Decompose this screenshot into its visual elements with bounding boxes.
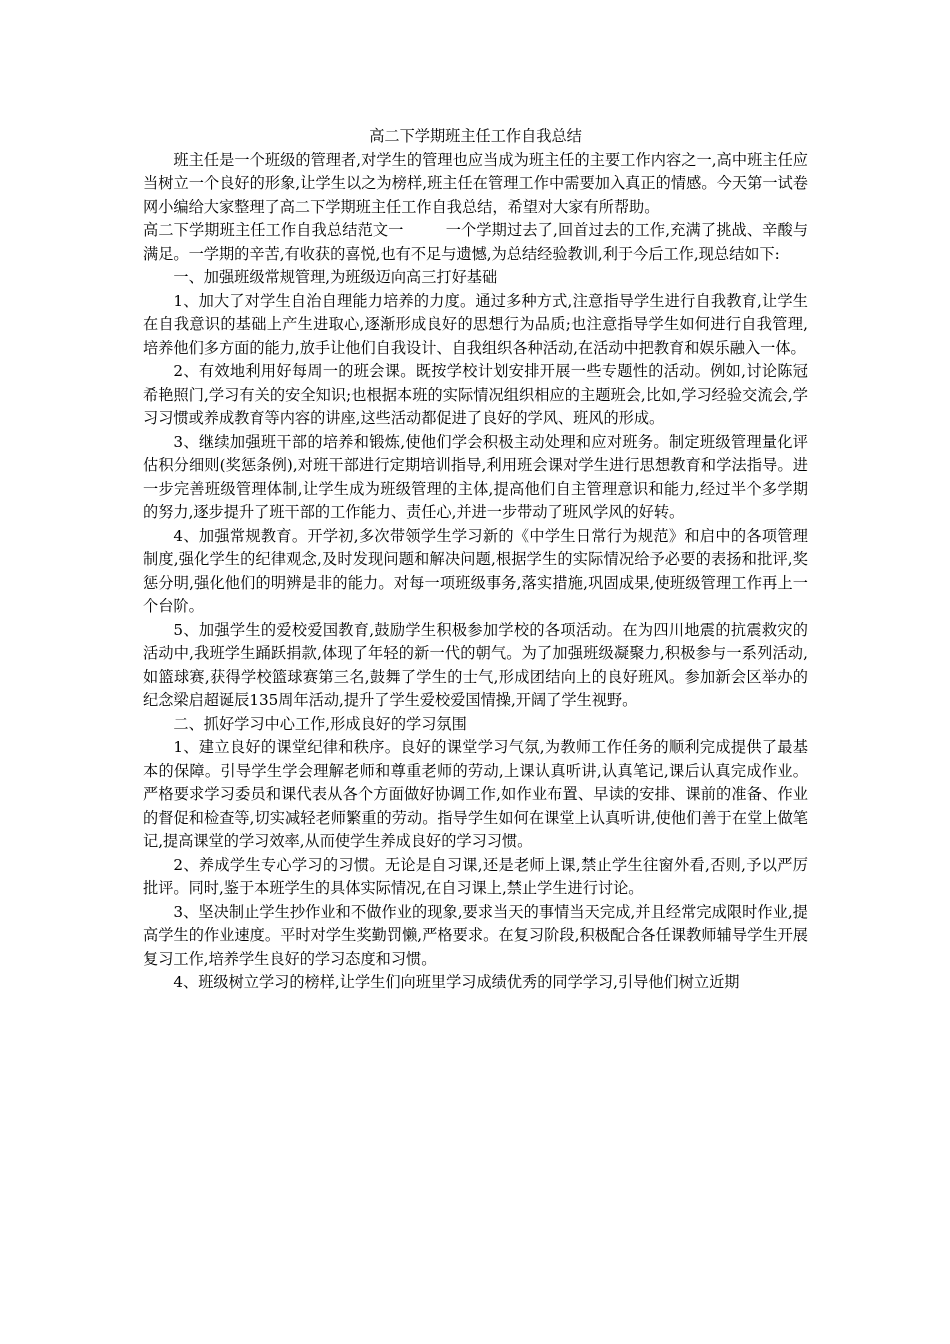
section-2-paragraph-4: 4、班级树立学习的榜样,让学生们向班里学习成绩优秀的同学学习,引导他们树立近期 bbox=[173, 973, 740, 991]
section-2-paragraph-2: 2、养成学生专心学习的习惯。无论是自习课,还是老师上课,禁止学生往窗外看,否则,予以严厉批评。同时,鉴于本班学生的具体实际情况,在自习课上,禁止学生进行讨论。 bbox=[143, 855, 808, 897]
section-1-paragraph-2: 2、有效地利用好每周一的班会课。既按学校计划安排开展一些专题性的活动。例如,讨论陈冠希艳照门,学习有关的安全知识;也根据本班的实际情况组织相应的主题班会,比如,学习经验交流会,学习习惯或养成教育等内容的讲座,这些活动都促进了良好的学风、班风的形成。 bbox=[143, 362, 808, 427]
document-title: 高二下学期班主任工作自我总结 bbox=[369, 127, 582, 145]
sample-intro-paragraph bbox=[143, 219, 808, 266]
document-page bbox=[143, 125, 808, 995]
section-1-paragraph-4: 4、加强常规教育。开学初,多次带领学生学习新的《中学生日常行为规范》和启中的各项管理制度,强化学生的纪律观念,及时发现问题和解决问题,根据学生的实际情况给予必要的表扬和批评,奖惩分明,强化他们的明辨是非的能力。对每一项班级事务,落实措施,巩固成果,使班级管理工作再上一个台阶。 bbox=[143, 526, 808, 615]
section-1-paragraph-3: 3、继续加强班干部的培养和锻炼,使他们学会积极主动处理和应对班务。制定班级管理量化评估积分细则(奖惩条例),对班干部进行定期培训指导,利用班会课对学生进行思想教育和学法指导。进一步完善班级管理体制,让学生成为班级管理的主体,提高他们自主管理意识和能力,经过半个多学期的努力,逐步提升了班干部的工作能力、责任心,并进一步带动了班风学风的好转。 bbox=[143, 432, 808, 521]
section-1-paragraph-5: 5、加强学生的爱校爱国教育,鼓励学生积极参加学校的各项活动。在为四川地震的抗震救灾的活动中,我班学生踊跃捐款,体现了年轻的新一代的朝气。为了加强班级凝聚力,积极参与一系列活动,如篮球赛,获得学校篮球赛第三名,鼓舞了学生的士气,形成团结向上的良好班风。参加新会区举办的纪念梁启超诞辰135周年活动,提升了学生爱校爱国情操,开阔了学生视野。 bbox=[143, 620, 808, 709]
section-2-paragraph-3: 3、坚决制止学生抄作业和不做作业的现象,要求当天的事情当天完成,并且经常完成限时作业,提高学生的作业速度。平时对学生奖勤罚懒,严格要求。在复习阶段,积极配合各任课教师辅导学生开展复习工作,培养学生良好的学习态度和习惯。 bbox=[143, 902, 808, 968]
section-1-paragraph-1: 1、加大了对学生自治自理能力培养的力度。通过多种方式,注意指导学生进行自我教育,让学生在自我意识的基础上产生进取心,逐渐形成良好的思想行为品质;也注意指导学生如何进行自我管理,培养他们多方面的能力,放手让他们自我设计、自我组织各种活动,在活动中把教育和娱乐融入一体。 bbox=[143, 291, 808, 357]
intro-paragraph: 班主任是一个班级的管理者,对学生的管理也应当成为班主任的主要工作内容之一,高中班主任应当树立一个良好的形象,让学生以之为榜样,班主任在管理工作中需要加入真正的情感。今天第一试卷网小编给大家整理了高二下学期班主任工作自我总结，希望对大家有所帮助。 bbox=[143, 150, 808, 216]
sample-intro-text: 一个学期过去了,回首过去的工作,充满了挑战、辛酸与满足。一学期的辛苦,有收获的喜悦,也有不足与遗憾,为总结经验教训,利于今后工作,现总结如下: bbox=[143, 221, 809, 263]
section-2-heading: 二、抓好学习中心工作,形成良好的学习氛围 bbox=[173, 714, 467, 733]
section-1-heading: 一、加强班级常规管理,为班级迈向高三打好基础 bbox=[173, 268, 498, 286]
section-2-paragraph-1: 1、建立良好的课堂纪律和秩序。良好的课堂学习气氛,为教师工作任务的顺利完成提供了最基本的保障。引导学生学会理解老师和尊重老师的劳动,上课认真听讲,认真笔记,课后认真完成作业。严格要求学习委员和课代表从各个方面做好协调工作,如作业布置、早读的安排、课前的准备、作业的督促和检查等,切实减轻老师繁重的劳动。指导学生如何在课堂上认真听讲,使他们善于在堂上做笔记,提高课堂的学习效率,从而使学生养成良好的学习习惯。 bbox=[143, 738, 808, 850]
sample-heading: 高二下学期班主任工作自我总结范文一 bbox=[143, 221, 404, 239]
